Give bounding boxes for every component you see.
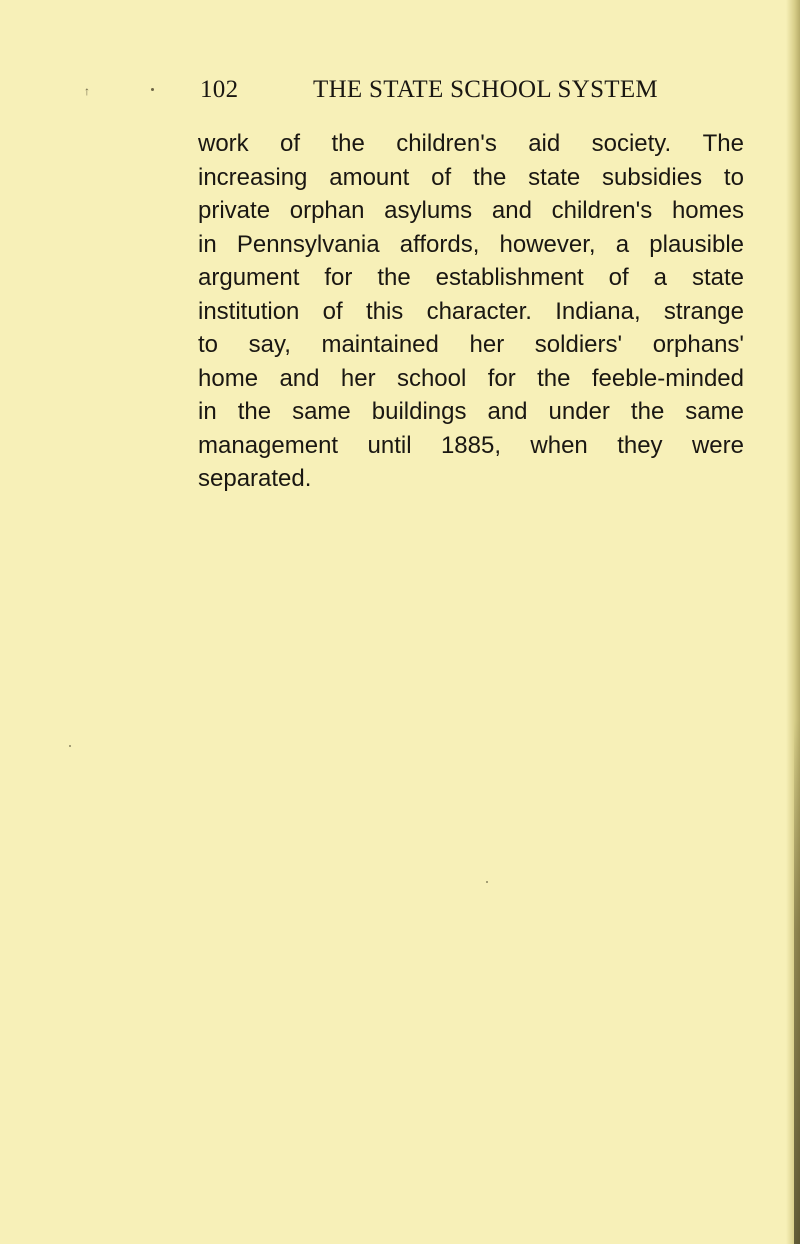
word: orphan [289, 197, 365, 224]
word: institution [198, 297, 300, 325]
paper-speck [486, 881, 488, 883]
word: society. [591, 130, 672, 157]
word: Pennsylvania [236, 230, 380, 258]
word: for [487, 364, 516, 392]
word: state [691, 264, 744, 291]
word: children's [396, 130, 497, 157]
paper-speck [69, 745, 71, 747]
word: 1885, [440, 431, 501, 459]
word: were [691, 431, 744, 459]
word: and [279, 364, 320, 392]
word: strange [663, 297, 744, 325]
word: Indiana, [555, 297, 641, 325]
word: for [324, 264, 353, 291]
paragraph-line [198, 429, 744, 463]
paragraph-line [198, 194, 744, 228]
paragraph-line [198, 295, 744, 329]
word: amount [329, 163, 410, 191]
running-title: THE STATE SCHOOL SYSTEM [313, 76, 658, 103]
word: home [198, 364, 259, 392]
word: a [653, 264, 667, 291]
word: subsidies [602, 163, 703, 191]
word: increasing [198, 163, 308, 191]
word: work [198, 130, 249, 157]
word: same [292, 398, 351, 425]
word: the [331, 130, 365, 157]
word: say, [248, 331, 291, 358]
word: the [472, 163, 507, 191]
word: the [237, 398, 272, 425]
word: maintained [321, 331, 439, 358]
word: feeble-minded [591, 364, 744, 392]
word: homes [671, 197, 744, 224]
word: of [431, 163, 452, 191]
word: this [365, 297, 404, 325]
margin-mark: ↑ [84, 84, 90, 98]
paragraph-line [198, 362, 744, 396]
word: of [322, 297, 343, 325]
word: of [280, 130, 301, 157]
word: private [198, 197, 271, 224]
word: argument [198, 264, 300, 291]
word: in [198, 398, 217, 425]
word: when [530, 431, 588, 459]
word: buildings [371, 398, 467, 425]
word: of [608, 264, 629, 291]
word: The [702, 130, 744, 157]
word: her [469, 331, 505, 358]
word: same [685, 398, 744, 425]
word: to [198, 331, 219, 358]
word: a [615, 230, 630, 258]
word: they [617, 431, 663, 459]
running-head [200, 70, 730, 110]
paragraph-line [198, 395, 744, 429]
word: in [198, 230, 217, 258]
paragraph-line: separated. [198, 465, 312, 492]
word: until [367, 431, 412, 459]
word: her [340, 364, 376, 392]
word: however, [499, 230, 596, 258]
margin-dot [151, 88, 154, 91]
word: affords, [399, 230, 480, 258]
word: to [723, 163, 744, 191]
paragraph-line [198, 228, 744, 262]
word: soldiers' [534, 331, 623, 358]
word: establishment [435, 264, 584, 291]
word: aid [528, 130, 561, 157]
word: the [630, 398, 665, 425]
paragraph-line [198, 161, 744, 195]
word: the [377, 264, 411, 291]
paragraph-line [198, 328, 744, 362]
paragraph-line [198, 127, 744, 161]
word: under [548, 398, 610, 425]
word: management [198, 431, 339, 459]
page-edge-shadow [794, 720, 800, 1244]
word: plausible [649, 230, 744, 258]
word: state [528, 163, 581, 191]
paragraph-line [198, 261, 744, 295]
page-number: 102 [200, 76, 239, 103]
word: school [396, 364, 467, 392]
word: the [537, 364, 571, 392]
word: and [491, 197, 532, 224]
word: character. [426, 297, 532, 325]
word: and [487, 398, 528, 425]
body-paragraph [198, 127, 744, 496]
word: children's [551, 197, 653, 224]
word: orphans' [652, 331, 744, 358]
word: asylums [384, 197, 473, 224]
